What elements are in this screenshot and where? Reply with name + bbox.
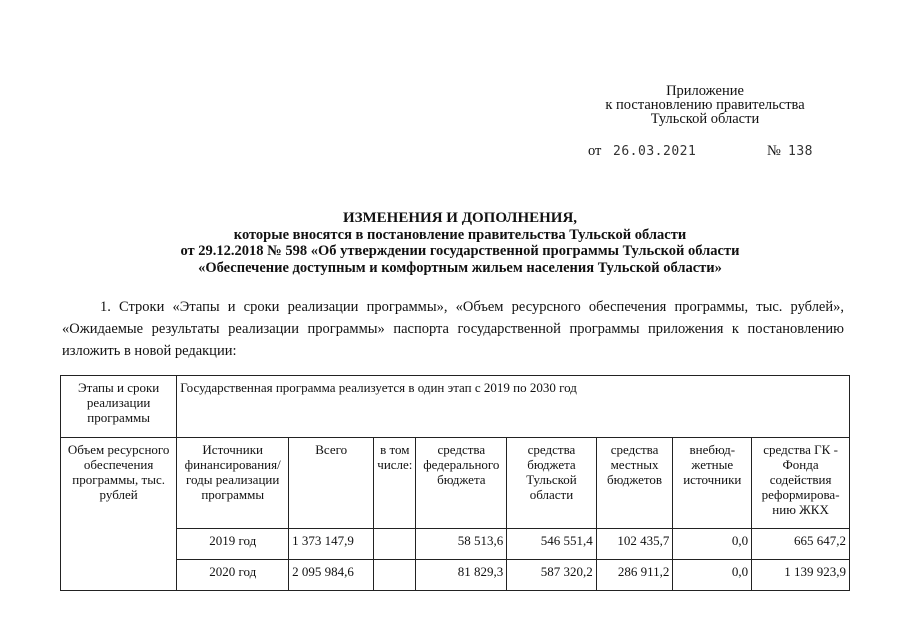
header-fund: средства ГК - Фонда содействия реформирова-нию ЖКХ	[752, 438, 850, 529]
row-regional: 587 320,2	[507, 560, 596, 591]
row-federal: 58 513,6	[416, 529, 507, 560]
number-label: №	[767, 143, 781, 159]
row-extra: 0,0	[673, 560, 752, 591]
row-including	[374, 529, 416, 560]
row-local: 102 435,7	[596, 529, 673, 560]
document-number: 138	[788, 144, 813, 159]
header-local: средства местных бюджетов	[596, 438, 673, 529]
resources-label: Объем ресурсного обеспечения программы, тыс. рублей	[61, 438, 177, 591]
document-date: 26.03.2021	[613, 144, 697, 159]
table-row	[61, 529, 850, 560]
header-including: в том числе:	[374, 438, 416, 529]
header-extra: внебюд-жетные источники	[673, 438, 752, 529]
passport-table	[60, 375, 850, 591]
document-stamp	[588, 143, 813, 160]
appendix-region: Тульской области	[650, 111, 760, 127]
header-federal: средства федерального бюджета	[416, 438, 507, 529]
table-row	[61, 560, 850, 591]
body-paragraph: 1. Строки «Этапы и сроки реализации программы», «Объем ресурсного обеспечения программы, тыс. рублей», «Ожидаемые результаты реализации программы» паспорта государственной программы приложения к постановлению изложить в новой редакции:	[62, 299, 844, 359]
row-total: 1 373 147,9	[289, 529, 374, 560]
header-regional: средства бюджета Тульской области	[507, 438, 596, 529]
row-local: 286 911,2	[596, 560, 673, 591]
heading-line-4: «Обеспечение доступным и комфортным жильем населения Тульской области»	[198, 259, 722, 276]
row-including	[374, 560, 416, 591]
row-year: 2020 год	[177, 560, 289, 591]
header-sources: Источники финансирования/ годы реализации программы	[177, 438, 289, 529]
header-total: Всего	[289, 438, 374, 529]
heading-title: ИЗМЕНЕНИЯ И ДОПОЛНЕНИЯ,	[342, 210, 578, 226]
heading-line-2: которые вносятся в постановление правительства Тульской области	[233, 226, 687, 243]
row-regional: 546 551,4	[507, 529, 596, 560]
row-fund: 1 139 923,9	[752, 560, 850, 591]
appendix-subtitle: к постановлению правительства	[605, 97, 805, 113]
row-federal: 81 829,3	[416, 560, 507, 591]
stages-value: Государственная программа реализуется в один этап с 2019 по 2030 год	[177, 376, 850, 438]
from-label: от	[588, 143, 602, 159]
table-row-header	[61, 438, 850, 529]
table-row-stages	[61, 376, 850, 438]
row-total: 2 095 984,6	[289, 560, 374, 591]
heading-line-3: от 29.12.2018 № 598 «Об утверждении государственной программы Тульской области	[180, 243, 740, 259]
document-heading	[40, 210, 880, 276]
row-year: 2019 год	[177, 529, 289, 560]
appendix-block	[560, 84, 850, 126]
row-extra: 0,0	[673, 529, 752, 560]
appendix-title: Приложение	[666, 83, 744, 99]
stages-label: Этапы и сроки реализации программы	[61, 376, 177, 438]
row-fund: 665 647,2	[752, 529, 850, 560]
